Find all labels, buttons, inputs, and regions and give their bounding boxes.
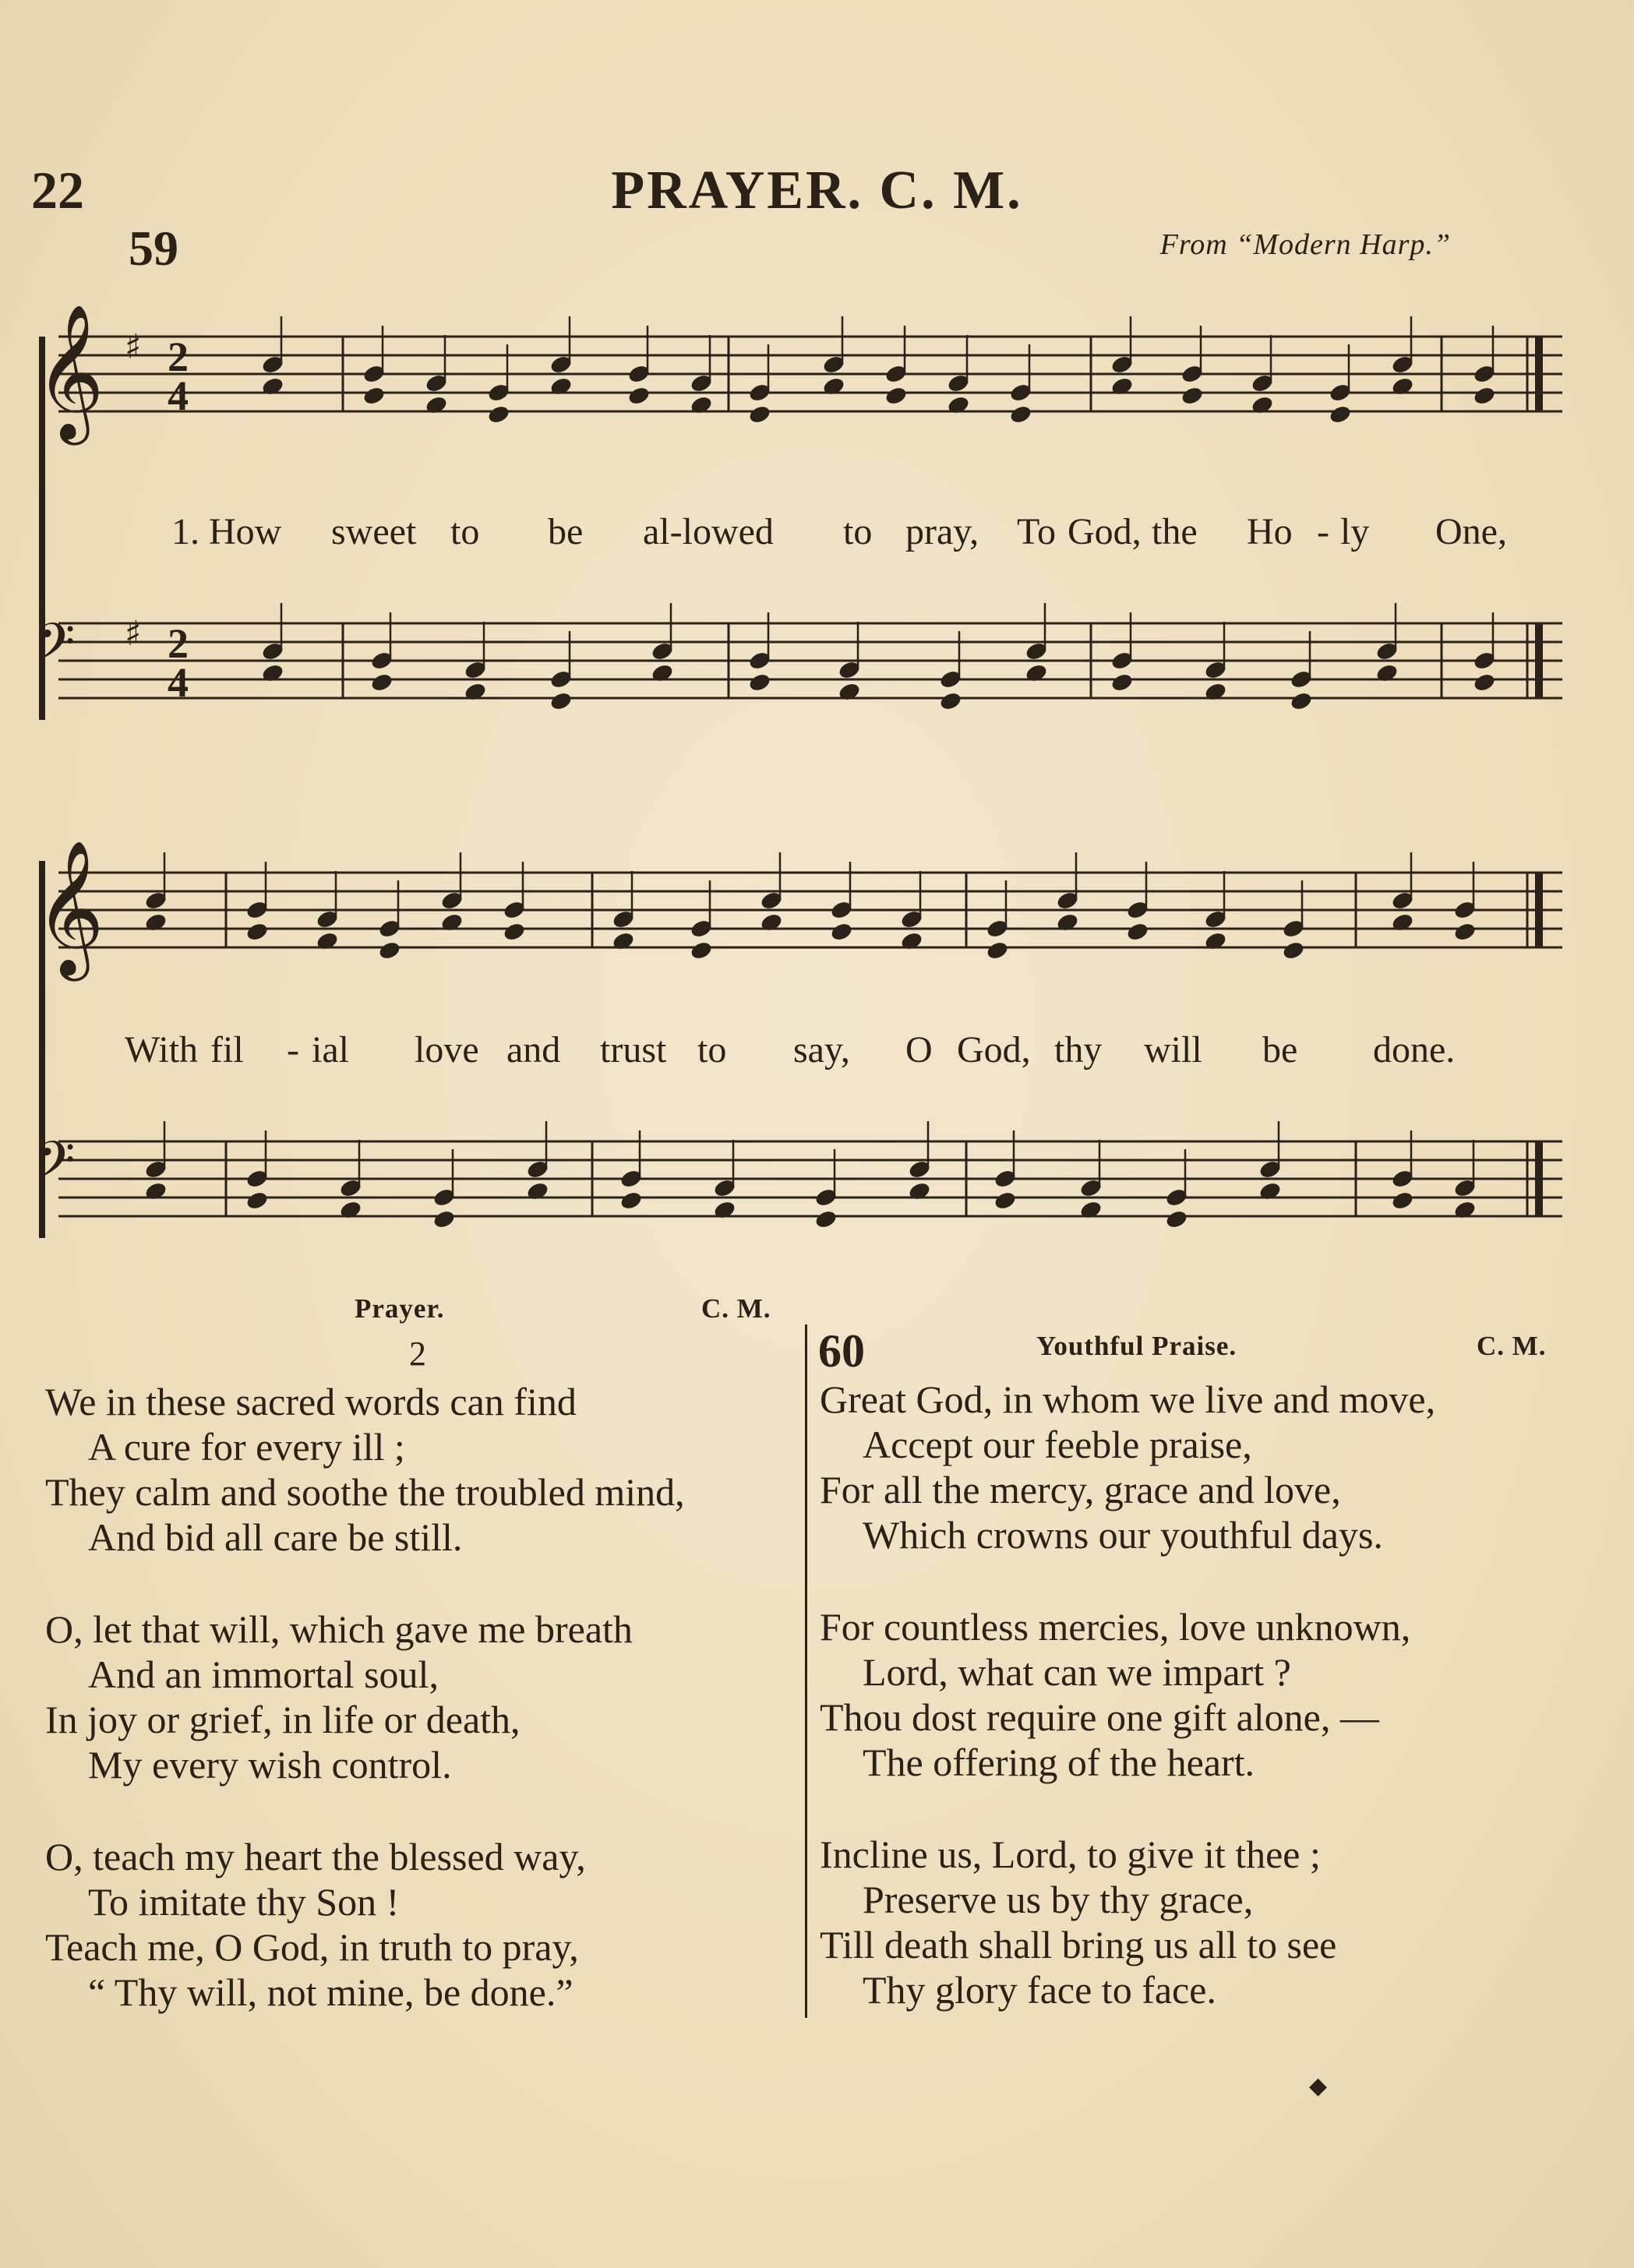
- sys2-treble-final-barline-thick: [1535, 873, 1543, 947]
- verse-line: And an immortal soul,: [88, 1653, 439, 1696]
- sys1-bass-time-sig-top: 2: [168, 620, 189, 667]
- sys2-treble-note-head: [759, 912, 783, 933]
- sys1-bass-note-head: [650, 662, 674, 683]
- verse-line: They calm and soothe the troubled mind,: [45, 1470, 685, 1514]
- sys1-bass-final-barline-thick: [1535, 623, 1543, 698]
- lyric-syllable: O: [905, 1029, 933, 1071]
- verse-line: Great God, in whom we live and move,: [820, 1377, 1436, 1421]
- sys2-treble-note-head: [315, 930, 339, 951]
- sys2-treble-note-head: [502, 921, 526, 942]
- sys2-treble-note-head: [1390, 912, 1414, 933]
- sys2-treble-note-head: [985, 940, 1009, 961]
- lyric-syllable: -: [1317, 511, 1329, 552]
- sys1-treble-key-sharp: ♯: [125, 327, 142, 367]
- verse-line: Thou dost require one gift alone, —: [820, 1695, 1379, 1739]
- lyric-syllable: al-lowed: [643, 511, 774, 552]
- sys1-treble-note-head: [747, 404, 771, 425]
- sys2-treble-note-head: [1125, 921, 1149, 942]
- lyric-syllable: to: [697, 1029, 727, 1071]
- lyric-syllable: -: [287, 1029, 299, 1071]
- sys2-bass-note-head: [1164, 1208, 1188, 1229]
- sys2-treble-note-head: [245, 921, 269, 942]
- sys1-bass-note-head: [837, 681, 861, 702]
- lyric-syllable: Ho: [1247, 511, 1293, 552]
- sys1-treble-note-head: [549, 376, 573, 397]
- sys1-bass-key-sharp: ♯: [125, 614, 142, 654]
- sys1-bass-bass-clef: 𝄢: [35, 612, 76, 685]
- sys2-bass-note-head: [993, 1190, 1017, 1211]
- lyric-syllable: will: [1144, 1029, 1202, 1071]
- verse-line: Till death shall bring us all to see: [820, 1923, 1337, 1966]
- verse-line: We in these sacred words can find: [45, 1380, 577, 1423]
- sys1-bass-note-head: [747, 672, 771, 693]
- sys1-treble-note-head: [1390, 376, 1414, 397]
- lyric-syllable: With: [125, 1029, 199, 1071]
- sys1-bass-note-head: [938, 690, 962, 711]
- sys1-treble-final-barline-thick: [1535, 337, 1543, 411]
- verse-line: Accept our feeble praise,: [863, 1423, 1252, 1466]
- lyric-syllable: sweet: [331, 511, 417, 552]
- lyric-syllable: 1. How: [171, 511, 282, 552]
- sys1-treble-note-head: [362, 385, 386, 406]
- sys2-bass-final-barline-thick: [1535, 1141, 1543, 1216]
- left-verse-column: [45, 1379, 685, 2015]
- sys2-bass-note-head: [1078, 1199, 1103, 1220]
- hymn-number-60: 60: [818, 1325, 865, 1377]
- sys1-bass-note-head: [1024, 662, 1048, 683]
- lyrics-line-2: [0, 1028, 1634, 1075]
- tune-source: From “Modern Harp.”: [1159, 228, 1451, 261]
- verse-line: O, teach my heart the blessed way,: [45, 1835, 586, 1878]
- sys2-bass-note-head: [432, 1208, 456, 1229]
- verse-line: Preserve us by thy grace,: [863, 1878, 1254, 1921]
- left-verse-meter: C. M.: [701, 1293, 771, 1324]
- lyric-syllable: the: [1152, 511, 1198, 552]
- sys1-treble-note-head: [884, 385, 908, 406]
- verse-line: My every wish control.: [88, 1743, 452, 1787]
- right-verse-column: [820, 1377, 1435, 2012]
- sys2-treble-note-head: [899, 930, 923, 951]
- sys2-treble-note-head: [829, 921, 853, 942]
- sys1-bass-note-head: [1472, 672, 1496, 693]
- sys1-bass-note-head: [1375, 662, 1399, 683]
- right-verse-meter: C. M.: [1477, 1331, 1547, 1361]
- lyric-syllable: done.: [1373, 1029, 1456, 1071]
- sys1-treble-note-head: [260, 376, 284, 397]
- lyric-syllable: pray,: [905, 511, 979, 552]
- verse-line: “ Thy will, not mine, be done.”: [88, 1970, 573, 2014]
- sys1-treble-note-head: [1250, 394, 1274, 415]
- sys2-bass-note-head: [245, 1190, 269, 1211]
- sys1-treble-time-sig-bottom: 4: [168, 372, 189, 419]
- sys1-bass-note-head: [1289, 690, 1313, 711]
- sys2-bass-bass-clef: 𝄢: [35, 1130, 76, 1203]
- sys1-treble-note-head: [1328, 404, 1352, 425]
- sys2-bass-note-head: [619, 1190, 643, 1211]
- sys1-treble-note-head: [1180, 385, 1204, 406]
- sys2-treble-note-head: [689, 940, 713, 961]
- sys1-treble-note-head: [821, 376, 845, 397]
- sys1-treble-time-sig-top: 2: [168, 333, 189, 380]
- sys1-bass-note-head: [549, 690, 573, 711]
- lyric-syllable: thy: [1054, 1029, 1103, 1071]
- sys1-treble-note-head: [946, 394, 970, 415]
- sys1-treble-note-head: [626, 385, 651, 406]
- verse-line: And bid all care be still.: [88, 1515, 463, 1559]
- sys1-bass-time-sig-bottom: 4: [168, 659, 189, 706]
- sys1-treble-note-head: [1472, 385, 1496, 406]
- sys1-bass-note-head: [1203, 681, 1227, 702]
- sys1-treble-note-head: [1110, 376, 1134, 397]
- right-verse-title: Youthful Praise.: [1036, 1331, 1237, 1361]
- page-title: PRAYER. C. M.: [611, 160, 1023, 220]
- sys2-treble-note-head: [1281, 940, 1305, 961]
- sys2-bass-note-head: [143, 1180, 168, 1201]
- sys2-treble-note-head: [1055, 912, 1079, 933]
- verse-line: In joy or grief, in life or death,: [45, 1698, 521, 1741]
- lyric-syllable: ial: [312, 1029, 349, 1071]
- lyric-syllable: To: [1017, 511, 1056, 552]
- lyric-syllable: fil: [210, 1029, 244, 1071]
- lyric-syllable: God,: [1068, 511, 1142, 552]
- sys1-treble-note-head: [689, 394, 713, 415]
- sys2-bass-note-head: [813, 1208, 838, 1229]
- lyric-syllable: God,: [957, 1029, 1031, 1071]
- verse-line: Teach me, O God, in truth to pray,: [45, 1925, 579, 1969]
- lyric-syllable: to: [450, 511, 480, 552]
- lyric-syllable: love: [415, 1029, 479, 1071]
- verse-line: Incline us, Lord, to give it thee ;: [820, 1832, 1321, 1876]
- page-number: 22: [31, 160, 84, 220]
- verse-line: O, let that will, which gave me breath: [45, 1607, 633, 1651]
- sys1-bass-note-head: [1110, 672, 1134, 693]
- verse-line: For all the mercy, grace and love,: [820, 1468, 1341, 1511]
- verse-line: Thy glory face to face.: [863, 1968, 1216, 2012]
- sys2-bass-note-head: [1452, 1199, 1477, 1220]
- sys2-treble-note-head: [611, 930, 635, 951]
- sys1-treble-note-head: [1008, 404, 1032, 425]
- sys2-treble-note-head: [439, 912, 464, 933]
- sys2-treble-note-head: [377, 940, 401, 961]
- sys2-treble-note-head: [143, 912, 168, 933]
- sys2-bass-note-head: [1390, 1190, 1414, 1211]
- sys2-bass-note-head: [907, 1180, 931, 1201]
- sys1-bass-note-head: [463, 681, 487, 702]
- lyric-syllable: trust: [600, 1029, 667, 1071]
- verse-line: A cure for every ill ;: [88, 1425, 405, 1469]
- left-verse-title: Prayer.: [355, 1293, 445, 1324]
- lyric-syllable: and: [506, 1029, 561, 1071]
- lyrics-line-1: [0, 510, 1634, 557]
- sys1-treble-treble-clef: 𝄞: [35, 304, 104, 439]
- sys2-bass-note-head: [525, 1180, 549, 1201]
- sys2-treble-treble-clef: 𝄞: [35, 840, 104, 975]
- sys2-bass-note-head: [1258, 1180, 1282, 1201]
- sys2-treble-note-head: [1452, 921, 1477, 942]
- lyric-syllable: say,: [793, 1029, 850, 1071]
- sys1-treble-note-head: [486, 404, 510, 425]
- sys1-bass-note-head: [369, 672, 394, 693]
- verse-line: The offering of the heart.: [863, 1741, 1255, 1784]
- lyric-syllable: to: [843, 511, 873, 552]
- sys1-treble-note-head: [424, 394, 448, 415]
- column-divider: [805, 1324, 807, 2018]
- verse-line: Lord, what can we impart ?: [863, 1650, 1291, 1694]
- verse-line: For countless mercies, love unknown,: [820, 1605, 1411, 1649]
- sys2-bass-note-head: [712, 1199, 736, 1220]
- lyric-syllable: be: [548, 511, 584, 552]
- hymn-number: 59: [129, 220, 178, 276]
- verse-line: Which crowns our youthful days.: [863, 1513, 1383, 1557]
- sys1-bass-note-head: [260, 662, 284, 683]
- lyric-syllable: be: [1262, 1029, 1298, 1071]
- sys2-bass-note-head: [338, 1199, 362, 1220]
- verse-line: To imitate thy Son !: [88, 1880, 400, 1924]
- lyric-syllable: One,: [1435, 511, 1507, 552]
- sys2-treble-note-head: [1203, 930, 1227, 951]
- lyric-syllable: ly: [1340, 511, 1370, 552]
- page-mark: ◆: [1309, 2073, 1328, 2099]
- verse-number: 2: [409, 1335, 426, 1373]
